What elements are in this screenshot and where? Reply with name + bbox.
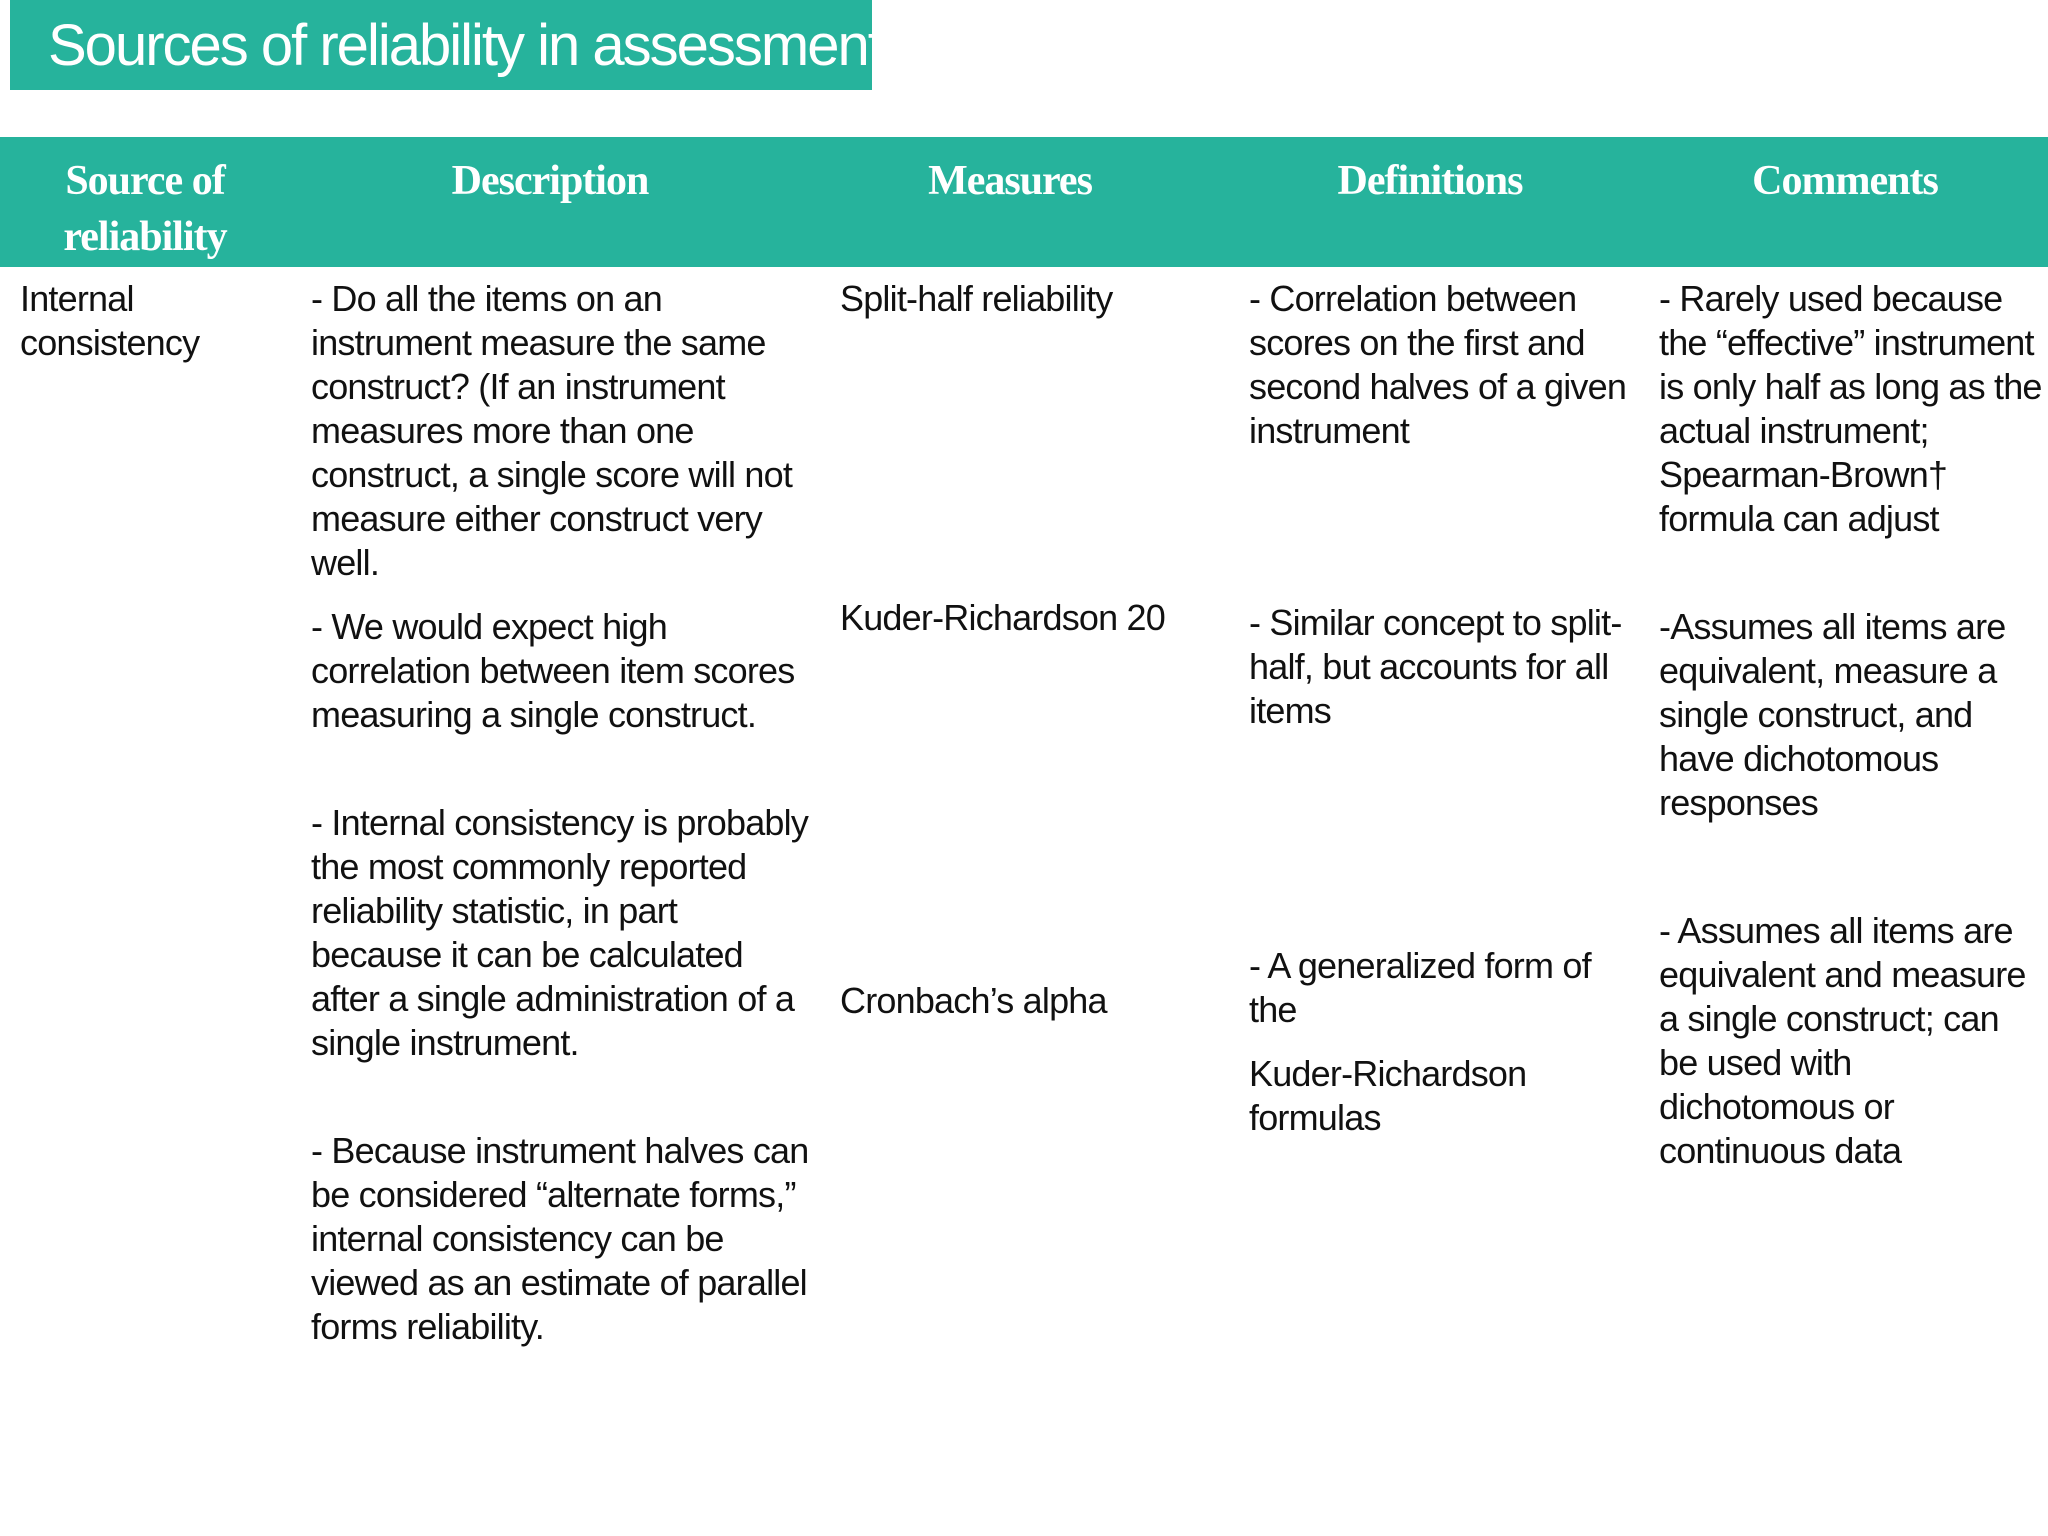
column-header-measures: Measures: [928, 158, 1092, 204]
slide-title-bar: [10, 0, 882, 90]
comment-split-half: - Rarely used because the “effective” instrument is only half as long as the actual instrument; Spearman-Brown† formula can adjust: [1659, 278, 2042, 539]
measure-cronbachs-alpha: Cronbach’s alpha: [840, 980, 1107, 1021]
measure-split-half: Split-half reliability: [840, 278, 1113, 319]
definition-split-half: - Correlation between scores on the first and second halves of a given instrument: [1249, 278, 1627, 451]
description-paragraph-4: - Because instrument halves can be considered “alternate forms,” internal consistency can be viewed as an estimate of parallel forms reliability.: [311, 1130, 809, 1347]
column-header-comments: Comments: [1752, 158, 1938, 204]
comment-cronbachs-alpha: - Assumes all items are equivalent and measure a single construct; can be used with dichotomous or continuous data: [1659, 910, 2026, 1171]
definition-kuder-richardson-20: - Similar concept to split-half, but accounts for all items: [1249, 602, 1622, 731]
table-header-row: [0, 137, 2048, 267]
source-cell: Internal consistency: [20, 278, 200, 363]
comment-kuder-richardson-20: -Assumes all items are equivalent, measure a single construct, and have dichotomous responses: [1659, 606, 2006, 823]
description-paragraph-1: - Do all the items on an instrument measure the same construct? (If an instrument measures more than one construct, a single score will not measure either construct very well.: [311, 278, 793, 583]
column-header-definitions: Definitions: [1337, 158, 1523, 204]
column-header-source: Source of reliability: [63, 158, 227, 260]
column-header-description: Description: [451, 158, 649, 204]
measure-kuder-richardson-20: Kuder-Richardson 20: [840, 597, 1165, 638]
description-paragraph-2: - We would expect high correlation between item scores measuring a single construct.: [311, 606, 795, 735]
slide-title: Sources of reliability in assessment: [48, 12, 882, 78]
definition-cronbachs-alpha-part-2: Kuder-Richardson formulas: [1249, 1053, 1527, 1138]
description-paragraph-3: - Internal consistency is probably the most commonly reported reliability statistic, in part because it can be calculated after a single administration of a single instrument.: [311, 802, 809, 1063]
definition-cronbachs-alpha-part-1: - A generalized form of the: [1249, 945, 1591, 1030]
